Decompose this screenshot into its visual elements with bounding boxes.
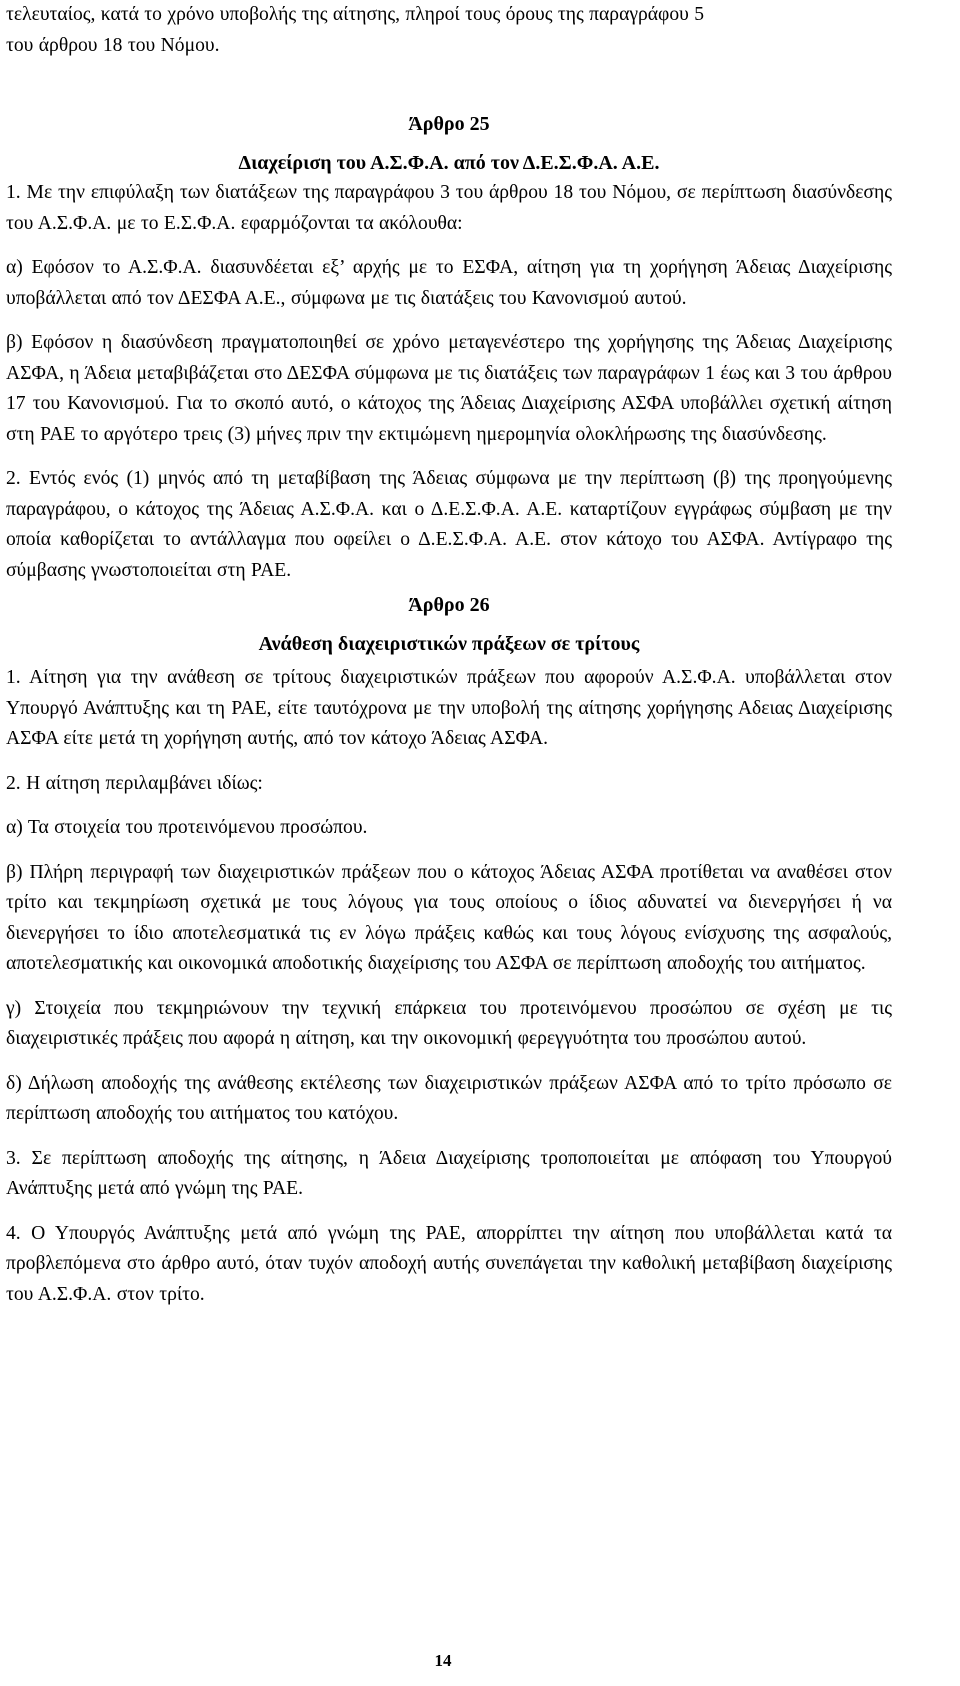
article-26-paragraph-3: 3. Σε περίπτωση αποδοχής της αίτησης, η Άδεια Διαχείρισης τροποποιείται με απόφαση του Υπουργού Ανάπτυξης μετά από γνώμη της ΡΑΕ.: [6, 1147, 892, 1199]
article-25-case-a: α) Εφόσον το Α.Σ.Φ.Α. διασυνδέεται εξ’ αρχής με το ΕΣΦΑ, αίτηση για τη χορήγηση Άδειας Διαχείρισης υποβάλλεται από τον ΔΕΣΦΑ Α.Ε., σύμφωνα με τις διατάξεις του Κανονισμού αυτού.: [6, 257, 892, 309]
page-number: 14: [434, 1651, 452, 1670]
article-26-title: Άρθρο 26: [408, 594, 490, 616]
article-25-subtitle: Διαχείριση του Α.Σ.Φ.Α. από τον Δ.Ε.Σ.Φ.Α. Α.Ε.: [238, 151, 660, 174]
article-25-title: Άρθρο 25: [408, 113, 490, 135]
article-26-paragraph-1: 1. Αίτηση για την ανάθεση σε τρίτους διαχειριστικών πράξεων που αφορούν Α.Σ.Φ.Α. υποβάλλεται στον Υπουργό Ανάπτυξης και τη ΡΑΕ, είτε ταυτόχρονα με την υποβολή της αίτησης χορήγησης Αδειας Διαχείρισης ΑΣΦΑ είτε μετά τη χορήγηση αυτής, από τον κάτοχο Άδειας ΑΣΦΑ.: [6, 667, 892, 749]
article-25-paragraph-2: 2. Εντός ενός (1) μηνός από τη μεταβίβαση της Άδειας σύμφωνα με την περίπτωση (β) της προηγούμενης παραγράφου, ο κάτοχος της Άδειας Α.Σ.Φ.Α. και ο Δ.Ε.Σ.Φ.Α. Α.Ε. καταρτίζουν εγγράφως σύμβαση με την οποία καθορίζεται το αντάλλαγμα που οφείλει ο Δ.Ε.Σ.Φ.Α. Α.Ε. στον κάτοχο του ΑΣΦΑ. Αντίγραφο της σύμβασης γνωστοποιείται στη ΡΑΕ.: [6, 468, 892, 581]
article-26-subtitle: Ανάθεση διαχειριστικών πράξεων σε τρίτους: [258, 632, 640, 655]
article-25-case-b: β) Εφόσον η διασύνδεση πραγματοποιηθεί σε χρόνο μεταγενέστερο της χορήγησης της Άδειας Διαχείρισης ΑΣΦΑ, η Άδεια μεταβιβάζεται στο ΔΕΣΦΑ σύμφωνα με τις διατάξεις των παραγράφων 1 έως και 3 του άρθρου 17 του Κανονισμού. Για το σκοπό αυτό, ο κάτοχος της Άδειας Διαχείρισης ΑΣΦΑ υποβάλλει σχετική αίτηση στη ΡΑΕ το αργότερο τρεις (3) μήνες πριν την εκτιμώμενη ημερομηνία ολοκλήρωσης της διασύνδεσης.: [6, 332, 892, 445]
document-page: [6, 0, 892, 1310]
article-26-item-d: δ) Δήλωση αποδοχής της ανάθεσης εκτέλεσης των διαχειριστικών πράξεων ΑΣΦΑ από το τρίτο πρόσωπο σε περίπτωση αποδοχής του αιτήματος του κατόχου.: [6, 1072, 892, 1124]
article-26-item-b: β) Πλήρη περιγραφή των διαχειριστικών πράξεων που ο κάτοχος Άδειας ΑΣΦΑ προτίθεται να αναθέσει στον τρίτο και τεκμηρίωση σχετικά με τους λόγους για τους οποίους ο ίδιος αδυνατεί να διενεργήσει ή να διενεργήσει το ίδιο αποτελεσματικά τις εν λόγω πράξεις καθώς και τους λόγους ενίσχυσης της ασφαλούς, αποτελεσματικής και οικονομικά αποδοτικής διαχείρισης του ΑΣΦΑ σε περίπτωση αποδοχής του αιτήματος.: [6, 861, 892, 974]
article-26-paragraph-4: 4. Ο Υπουργός Ανάπτυξης μετά από γνώμη της ΡΑΕ, απορρίπτει την αίτηση που υποβάλλεται κατά τα προβλεπόμενα στο άρθρο αυτό, όταν τυχόν αποδοχή αυτής συνεπάγεται την καθολική μεταβίβαση διαχείρισης του Α.Σ.Φ.Α. στον τρίτο.: [6, 1222, 892, 1305]
article-26-paragraph-2: 2. Η αίτηση περιλαμβάνει ιδίως:: [6, 772, 263, 794]
article-25-paragraph-1: 1. Με την επιφύλαξη των διατάξεων της παραγράφου 3 του άρθρου 18 του Νόμου, σε περίπτωση διασύνδεσης του Α.Σ.Φ.Α. με το Ε.Σ.Φ.Α. εφαρμόζονται τα ακόλουθα:: [6, 182, 892, 234]
article-26-item-a: α) Τα στοιχεία του προτεινόμενου προσώπου.: [6, 817, 368, 838]
intro-line-2: του άρθρου 18 του Νόμου.: [6, 34, 220, 56]
intro-line-1: τελευταίος, κατά το χρόνο υποβολής της αίτησης, πληροί τους όρους της παραγράφου 5: [6, 4, 705, 25]
article-26-item-c: γ) Στοιχεία που τεκμηριώνουν την τεχνική επάρκεια του προτεινόμενου προσώπου σε σχέση με τις διαχειριστικές πράξεις που αφορά η αίτηση, και την οικονομική φερεγγυότητα του προσώπου αυτού.: [6, 997, 892, 1049]
